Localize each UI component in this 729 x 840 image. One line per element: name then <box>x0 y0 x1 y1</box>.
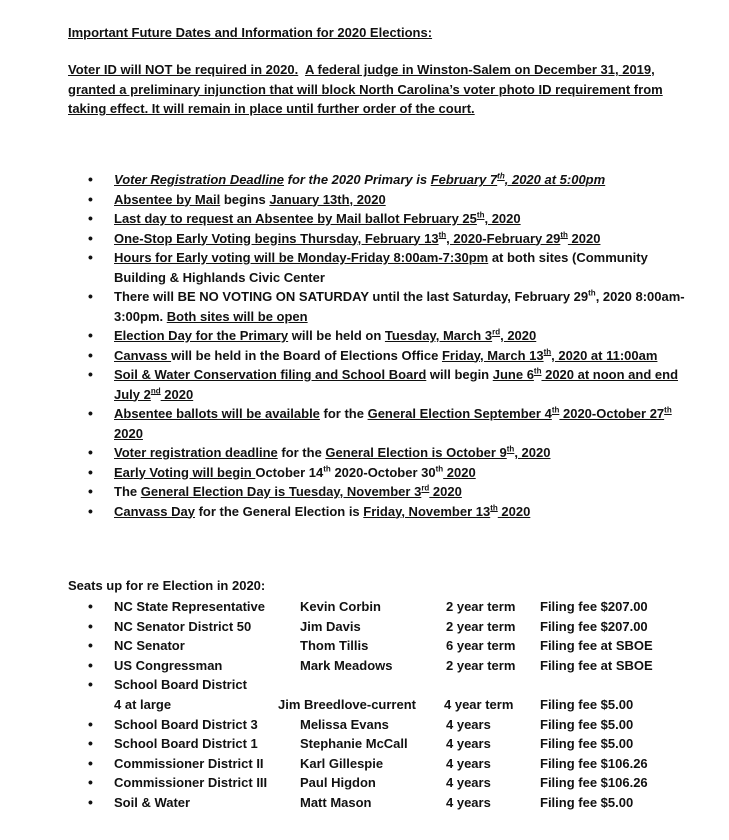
date-item <box>88 287 688 326</box>
date-item <box>88 326 688 346</box>
seat-term: 2 year term <box>446 618 516 634</box>
date-item-text: Last day to request an Absentee by Mail ballot February 25 <box>114 211 477 226</box>
date-item-text: th <box>588 288 596 298</box>
date-item-text: Absentee by Mail <box>114 191 221 207</box>
seat-office: School Board District 1 <box>114 736 258 752</box>
bullet-icon: • <box>88 598 93 614</box>
seat-term: 4 years <box>446 716 491 732</box>
date-item-text: 2020-October 27 <box>559 406 665 421</box>
seat-office: School Board District 3 <box>114 716 258 732</box>
seat-row <box>88 773 708 793</box>
date-item-text: 2020-October 30 <box>330 464 436 480</box>
seat-fee: Filing fee $5.00 <box>540 794 634 810</box>
seat-name: Jim Davis <box>300 618 361 634</box>
seat-name: Paul Higdon <box>300 775 376 791</box>
date-item-text: Election Day for the Primary <box>114 328 289 343</box>
date-item <box>88 190 688 210</box>
date-item-text: , 2020 <box>514 445 551 460</box>
seats-heading: Seats up for re Election in 2020: <box>68 578 266 593</box>
date-item-text: th <box>506 444 515 454</box>
bullet-icon: • <box>88 617 93 634</box>
date-item-text: Absentee ballots will be available <box>114 406 320 421</box>
seat-office: Soil & Water <box>114 794 191 810</box>
date-item-text: rd <box>421 483 430 493</box>
seat-fee: Filing fee $5.00 <box>540 696 634 712</box>
date-item <box>88 229 688 249</box>
date-item-text: One-Stop Early Voting begins Thursday, February 13 <box>114 230 439 246</box>
seat-term: 6 year term <box>446 638 516 654</box>
date-item-text: begins <box>220 191 270 207</box>
seat-row <box>88 636 708 656</box>
seat-name: Jim Breedlove-current <box>278 696 416 712</box>
seat-office: Commissioner District III <box>114 775 268 791</box>
date-item <box>88 482 688 502</box>
date-item-text: will be held on <box>288 328 385 343</box>
bullet-icon: • <box>88 754 93 771</box>
date-item-text: th <box>490 503 498 513</box>
date-item-text: Soil & Water Conservation filing and School Board <box>114 367 427 382</box>
date-item-text: at both sites (Community Building & Highlands Civic Center <box>114 250 648 285</box>
date-item-text: General Election is October 9 <box>325 445 507 460</box>
date-item-text: Voter Registration Deadline <box>114 172 284 187</box>
date-item-text: February 7 <box>430 172 498 187</box>
date-item-text: Friday, March 13 <box>441 347 544 363</box>
date-item-text: , 2020-February 29 <box>446 230 561 246</box>
date-item-text: October 14 <box>255 464 324 480</box>
date-item-text: Hours for Early voting will be Monday-Friday 8:00am-7:30pm <box>114 250 489 265</box>
seat-row <box>88 675 708 695</box>
date-item-text: Canvass <box>114 347 172 363</box>
date-item-text: June 6 <box>492 367 534 382</box>
date-item-text: There will <box>114 289 178 304</box>
bullet-icon: • <box>88 793 93 810</box>
date-item <box>88 443 688 463</box>
seat-name: Karl Gillespie <box>300 755 384 771</box>
date-item-text: , 2020 at 11:00am <box>551 347 658 363</box>
date-item-text: Voter registration deadline <box>114 445 278 460</box>
seat-office: NC Senator <box>114 638 185 654</box>
seat-name: Thom Tillis <box>300 638 369 654</box>
seat-term: 4 years <box>446 775 491 791</box>
date-item-text: for the General Election is <box>194 503 364 519</box>
date-item-text: General Election September 4 <box>367 406 552 421</box>
date-item-text: for the <box>277 445 326 460</box>
date-item-text: BE NO VOTING ON SATURDAY <box>177 289 369 304</box>
seat-fee: Filing fee at SBOE <box>540 657 653 673</box>
seat-term: 2 year term <box>446 599 516 614</box>
seat-term: 4 year term <box>444 696 514 712</box>
bullet-icon: • <box>88 774 93 791</box>
date-item-text: th <box>476 210 485 220</box>
date-item-text: th <box>533 366 542 376</box>
date-item-text: th <box>664 405 672 415</box>
seat-term: 4 years <box>446 736 491 752</box>
seat-name: Melissa Evans <box>300 716 389 732</box>
date-item <box>88 248 688 287</box>
seat-name: Mark Meadows <box>300 657 393 673</box>
seat-term: 4 years <box>446 755 491 771</box>
bullet-icon: • <box>88 656 93 673</box>
date-item-text: th <box>551 405 560 415</box>
seat-row <box>88 754 708 774</box>
date-item <box>88 170 688 190</box>
seat-fee: Filing fee $207.00 <box>540 618 648 634</box>
seat-row <box>88 734 708 754</box>
date-item-text: will begin <box>426 367 493 382</box>
date-item <box>88 365 688 404</box>
date-item-text: The <box>114 484 141 499</box>
date-item-text: th <box>323 464 331 474</box>
date-item-text: nd <box>150 386 161 396</box>
date-item-text: 2020 <box>160 386 194 402</box>
date-item-text: , 2020 <box>484 211 521 226</box>
date-item-text: 2020 <box>497 503 531 519</box>
date-item <box>88 346 688 366</box>
date-item-text: , 2020 at 5:00pm <box>504 172 606 187</box>
date-item-text: for the 2020 Primary is <box>284 172 431 187</box>
date-item-text: 2020 <box>567 230 601 246</box>
page-title: Important Future Dates and Information for 2020 Elections: <box>68 25 433 40</box>
date-item-text: General Election Day is Tuesday, November 3 <box>140 484 422 499</box>
seat-row <box>88 715 708 735</box>
voter-id-notice <box>68 60 688 119</box>
seat-office: Commissioner District II <box>114 755 264 771</box>
seat-term: 2 year term <box>446 657 516 673</box>
date-item-text: , 2020 <box>500 328 537 343</box>
bullet-icon: • <box>88 637 93 654</box>
seat-row <box>88 656 708 676</box>
date-item-text: th <box>497 171 505 181</box>
seat-term: 4 years <box>446 794 491 810</box>
seat-fee: Filing fee $5.00 <box>540 736 634 752</box>
seat-row <box>88 617 708 637</box>
seat-office: US Congressman <box>114 657 223 673</box>
seat-office: 4 at large <box>114 696 172 712</box>
seat-name: Matt Mason <box>300 794 372 810</box>
date-item-text: Both sites will be open <box>166 308 308 324</box>
date-item-text: 2020 <box>114 425 143 441</box>
date-item-text: , 2020 8:00am-3:00pm. <box>114 289 685 324</box>
date-item <box>88 463 688 483</box>
date-item-text: th <box>435 464 444 474</box>
seats-list <box>88 597 708 813</box>
seat-row <box>88 695 708 715</box>
seat-fee: Filing fee $207.00 <box>540 599 648 614</box>
date-item-text: rd <box>492 327 501 337</box>
date-item-text: for the <box>319 406 368 421</box>
bullet-icon: • <box>88 676 93 693</box>
seat-row <box>88 793 708 813</box>
date-item-text: Canvass Day <box>114 503 195 519</box>
date-item <box>88 502 688 522</box>
date-item-text: 2020 at noon and end July 2 <box>114 367 679 402</box>
date-item-text: will be held in the Board of Elections Office <box>171 347 442 363</box>
seat-office: NC State Representative <box>114 599 265 614</box>
seat-office: School Board District <box>114 677 247 693</box>
date-item <box>88 404 688 443</box>
date-item-text: Friday, November 13 <box>363 503 491 519</box>
date-item-text: th <box>560 230 568 240</box>
seat-fee: Filing fee $5.00 <box>540 716 634 732</box>
seat-fee: Filing fee $106.26 <box>540 775 648 791</box>
date-item-text: th <box>438 230 447 240</box>
seat-fee: Filing fee at SBOE <box>540 638 653 654</box>
voter-id-body: A federal judge in Winston-Salem on December 31, 2019, granted a preliminary injunction that will block North Carolina’s voter photo ID requirement from taking effect. It will remain in place until further order of the court. <box>68 62 663 117</box>
date-item-text: 2020 <box>429 484 462 499</box>
important-dates-list <box>88 170 688 521</box>
seat-name: Stephanie McCall <box>300 736 408 752</box>
seat-row <box>88 597 708 617</box>
date-item-text: until the last Saturday, February 29 <box>368 289 589 304</box>
bullet-icon: • <box>88 735 93 752</box>
seat-office: NC Senator District 50 <box>114 618 252 634</box>
bullet-icon: • <box>88 715 93 732</box>
seat-name: Kevin Corbin <box>300 599 381 614</box>
date-item-text: January 13th, 2020 <box>269 191 386 207</box>
voter-id-lead: Voter ID will NOT be required in 2020. <box>68 62 299 77</box>
date-item-text: 2020 <box>443 464 476 480</box>
date-item-text: Tuesday, March 3 <box>384 328 493 343</box>
date-item <box>88 209 688 229</box>
date-item-text: th <box>543 347 552 357</box>
seat-fee: Filing fee $106.26 <box>540 755 648 771</box>
date-item-text: Early Voting will begin <box>114 464 256 480</box>
